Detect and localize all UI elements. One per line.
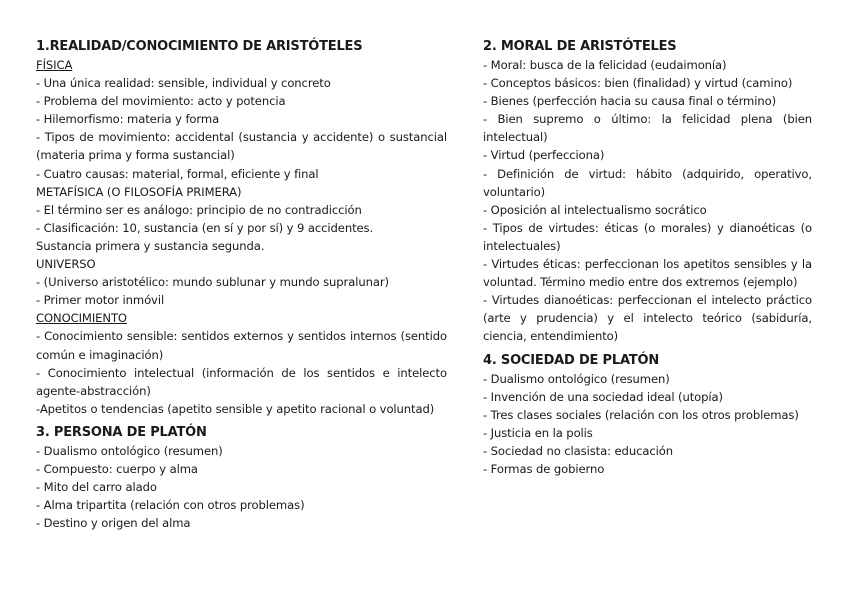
- list-item: - Oposición al intelectualismo socrático: [483, 202, 707, 217]
- section-1-title: 1.REALIDAD/CONOCIMIENTO DE ARISTÓTELES: [36, 39, 363, 54]
- list-item: - Justicia en la polis: [483, 425, 593, 440]
- list-item: - Una única realidad: sensible, individual y concreto: [36, 76, 331, 91]
- section-2-title: 2. MORAL DE ARISTÓTELES: [483, 39, 677, 54]
- list-item: - Destino y origen del alma: [36, 516, 191, 531]
- list-item: - (Universo aristotélico: mundo sublunar y mundo supralunar): [36, 275, 389, 290]
- list-item: - Dualismo ontológico (resumen): [483, 371, 670, 386]
- metafisica-label: METAFÍSICA (O FILOSOFÍA PRIMERA): [36, 184, 242, 199]
- list-item: - Problema del movimiento: acto y potencia: [36, 94, 286, 109]
- list-item: - Alma tripartita (relación con otros problemas): [36, 498, 305, 513]
- list-item: - El término ser es análogo: principio de no contradicción: [36, 202, 362, 217]
- list-item: - Definición de virtud: hábito (adquirido, operativo, voluntario): [483, 166, 812, 199]
- list-item: - Invención de una sociedad ideal (utopía): [483, 389, 723, 404]
- list-item: - Tipos de movimiento: accidental (sustancia y accidente) o sustancial (materia prima y forma sustancial): [36, 130, 447, 163]
- list-item: - Moral: busca de la felicidad (eudaimonía): [483, 58, 727, 72]
- list-item: - Primer motor inmóvil: [36, 293, 165, 308]
- list-item: - Dualismo ontológico (resumen): [36, 443, 223, 458]
- list-item: - Virtudes éticas: perfeccionan los apetitos sensibles y la voluntad. Término medio entre dos extremos (ejemplo): [483, 257, 812, 290]
- list-item: - Formas de gobierno: [483, 461, 605, 476]
- universo-label: UNIVERSO: [36, 257, 96, 272]
- list-item: - Conceptos básicos: bien (finalidad) y virtud (camino): [483, 76, 793, 91]
- list-item: - Virtud (perfecciona): [483, 148, 605, 163]
- right-column: [483, 38, 812, 478]
- section-3-title: 3. PERSONA DE PLATÓN: [36, 424, 207, 440]
- list-item: - Tres clases sociales (relación con los otros problemas): [483, 407, 799, 422]
- list-item: - Compuesto: cuerpo y alma: [36, 461, 198, 476]
- list-item: - Tipos de virtudes: éticas (o morales) y dianoéticas (o intelectuales): [483, 220, 812, 253]
- conocimiento-label: CONOCIMIENTO: [36, 311, 127, 326]
- list-item: - Virtudes dianoéticas: perfeccionan el intelecto práctico (arte y prudencia) y el intelecto teórico (sabiduría, ciencia, entendimiento): [483, 293, 812, 344]
- list-item: Sustancia primera y sustancia segunda.: [36, 238, 265, 253]
- list-item: - Sociedad no clasista: educación: [483, 443, 673, 458]
- left-column: [36, 38, 447, 532]
- list-item: - Conocimiento intelectual (información de los sentidos e intelecto agente-abstracción): [36, 365, 447, 398]
- list-item: - Conocimiento sensible: sentidos externos y sentidos internos (sentido común e imaginación): [36, 329, 447, 362]
- section-4-title: 4. SOCIEDAD DE PLATÓN: [483, 352, 660, 368]
- list-item: - Hilemorfismo: materia y forma: [36, 112, 220, 127]
- list-item: -Apetitos o tendencias (apetito sensible y apetito racional o voluntad): [36, 401, 435, 416]
- list-item: - Clasificación: 10, sustancia (en sí y por sí) y 9 accidentes.: [36, 220, 374, 235]
- list-item: - Mito del carro alado: [36, 480, 157, 495]
- list-item: - Bienes (perfección hacia su causa final o término): [483, 94, 777, 109]
- list-item: - Cuatro causas: material, formal, eficiente y final: [36, 166, 319, 181]
- list-item: - Bien supremo o último: la felicidad plena (bien intelectual): [483, 112, 812, 145]
- fisica-label: FÍSICA: [36, 58, 73, 72]
